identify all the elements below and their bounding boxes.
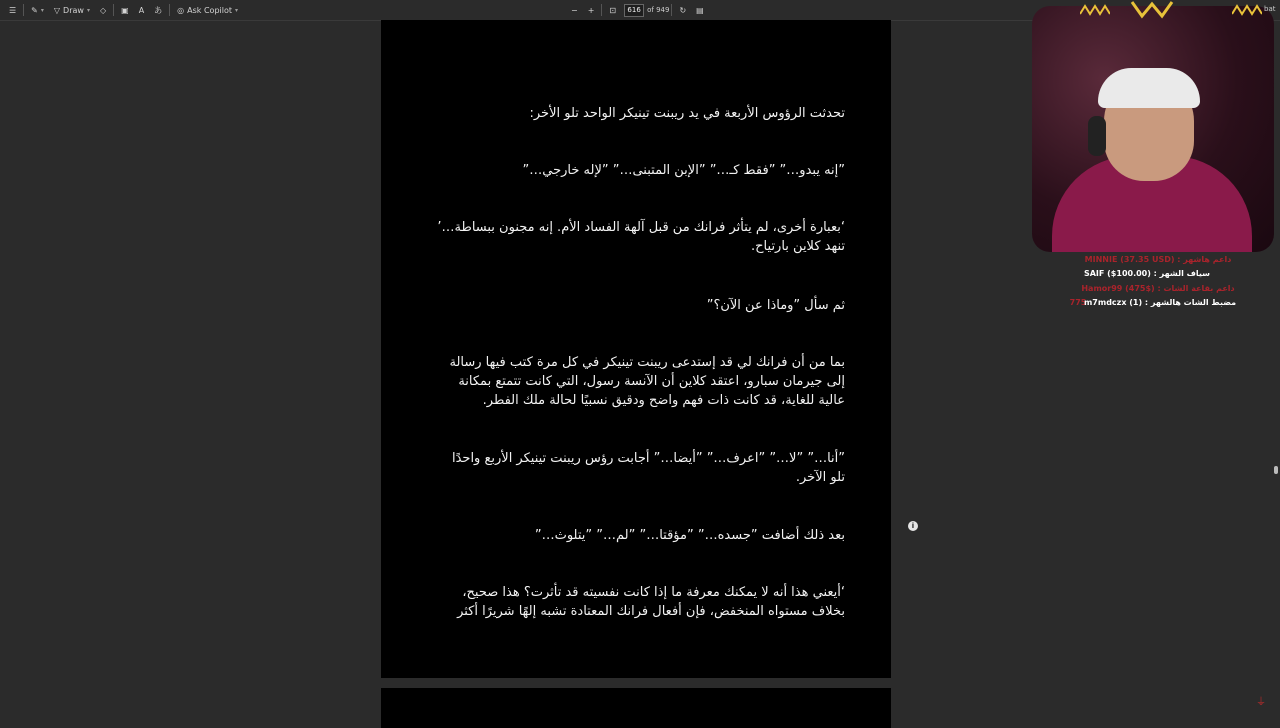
paragraph: بعد ذلك أضافت ”جسده…” ”مؤقتا…” ”لم…” ”يتلوث…” <box>534 528 845 543</box>
overlay-chat-moderator: m7mdczx (1) : مضبط الشات هالشهر <box>1083 298 1237 307</box>
info-icon[interactable]: i <box>908 521 918 531</box>
document-next-page <box>381 688 891 728</box>
page-number-input[interactable]: 616 <box>624 4 644 17</box>
zoom-in-button[interactable] <box>583 1 600 19</box>
paragraph: ‘أيعني هذا أنه لا يمكنك معرفة ما إذا كانت نفسيته قد تأثرت؟ هذا صحيح، بخلاف مستواه المنخفض، فإن أفعال فرانك المعتادة تشبه إلهًا شريرًا أكثر <box>457 585 845 619</box>
text-view-icon: ▣ <box>121 5 129 15</box>
chevron-down-icon: ▾ <box>235 6 239 14</box>
paragraph: ”إنه يبدو…” ”فقط كـ…” ”الإبن المتبنى…” ”لإله خارجي…” <box>522 163 845 178</box>
zoom-out-button[interactable] <box>566 1 583 19</box>
cap <box>1098 68 1200 108</box>
divider <box>601 4 602 16</box>
corner-label: bat <box>1264 5 1276 13</box>
headset <box>1088 116 1106 156</box>
translate-icon: あ <box>154 5 163 15</box>
fit-page-icon: ⊡ <box>609 5 617 15</box>
rotate-icon: ↻ <box>679 5 687 15</box>
rotate-button[interactable] <box>674 1 691 19</box>
chevron-down-icon: ▾ <box>40 6 44 14</box>
webcam-feed <box>1032 6 1274 252</box>
highlight-icon: ✎ <box>31 5 38 15</box>
paragraph: ثم سأل ”وماذا عن الآن؟” <box>706 298 845 313</box>
draw-label: Draw <box>63 5 84 15</box>
scrollbar-thumb[interactable] <box>1274 466 1278 474</box>
highlight-button[interactable] <box>26 1 49 19</box>
read-aloud-button[interactable] <box>134 1 149 19</box>
toolbar-left-group <box>4 1 243 19</box>
ornament-icon <box>1080 4 1110 16</box>
read-aloud-icon: A <box>138 5 145 15</box>
zoom-in-icon: + <box>587 5 595 15</box>
paragraph: تحدثت الرؤوس الأربعة في يد ريبنت تينيكر الواحد تلو الأخر: <box>529 106 845 121</box>
paragraph: بما من أن فرانك لي قد إستدعى ريبنت تينيكر في كل مرة كتب فيها رسالة إلى جيرمان سبارو، اعتقد كلاين أن الآنسة رسول، التي كانت تتمتع بمكانة عالية للغاية، قد كانت ذات فهم واضح ودقيق نسبيًا لحالة ملك الفطر. <box>449 355 845 408</box>
page-total: of 949 <box>647 6 670 14</box>
eraser-icon: ◇ <box>99 5 107 15</box>
draw-button[interactable] <box>49 1 95 19</box>
pdf-icon: ⏚ <box>1256 697 1266 708</box>
divider <box>671 4 672 16</box>
document-page <box>381 20 891 678</box>
divider <box>169 4 170 16</box>
text-view-button[interactable] <box>116 1 134 19</box>
eraser-button[interactable] <box>95 1 111 19</box>
ask-copilot-label: Ask Copilot <box>187 5 233 15</box>
ask-copilot-button[interactable] <box>172 1 243 19</box>
translate-button[interactable] <box>149 1 167 19</box>
zoom-out-icon: − <box>571 5 578 15</box>
overlay-top-supporter: MINNIE (37.35 USD) : داعم هاشهر <box>1084 255 1232 264</box>
fit-page-button[interactable] <box>604 1 621 19</box>
overlay-month-sword: SAIF ($100.00) : سياف الشهر <box>1083 269 1211 278</box>
contents-button[interactable] <box>4 1 21 19</box>
overlay-chat-supporter: Hamor99 (475$) : داعم بقاعة الشات <box>1081 284 1235 293</box>
chevron-down-icon: ▾ <box>86 6 90 14</box>
overlay-red-number: 775 <box>1069 298 1087 307</box>
copilot-icon: ◎ <box>177 5 185 15</box>
page-view-button[interactable] <box>691 1 709 19</box>
divider <box>113 4 114 16</box>
paragraph: ”أنا…” ”لا…” ”اعرف…” ”أيضا…” أجابت رؤس ريبنت تينيكر الأربع واحدًا تلو الآخر. <box>451 451 845 485</box>
crown-icon <box>1130 0 1174 20</box>
draw-icon: ▽ <box>53 5 61 15</box>
divider <box>23 4 24 16</box>
paragraph: ‘بعبارة أخرى، لم يتأثر فرانك من قبل آلهة الفساد الأم. إنه مجنون ببساطة…’ تنهد كلاين بارتياح. <box>437 220 845 254</box>
page-view-icon: ▤ <box>696 5 704 15</box>
toolbar-page-group <box>566 1 709 19</box>
contents-icon: ☰ <box>9 5 17 15</box>
ornament-icon <box>1232 4 1262 16</box>
